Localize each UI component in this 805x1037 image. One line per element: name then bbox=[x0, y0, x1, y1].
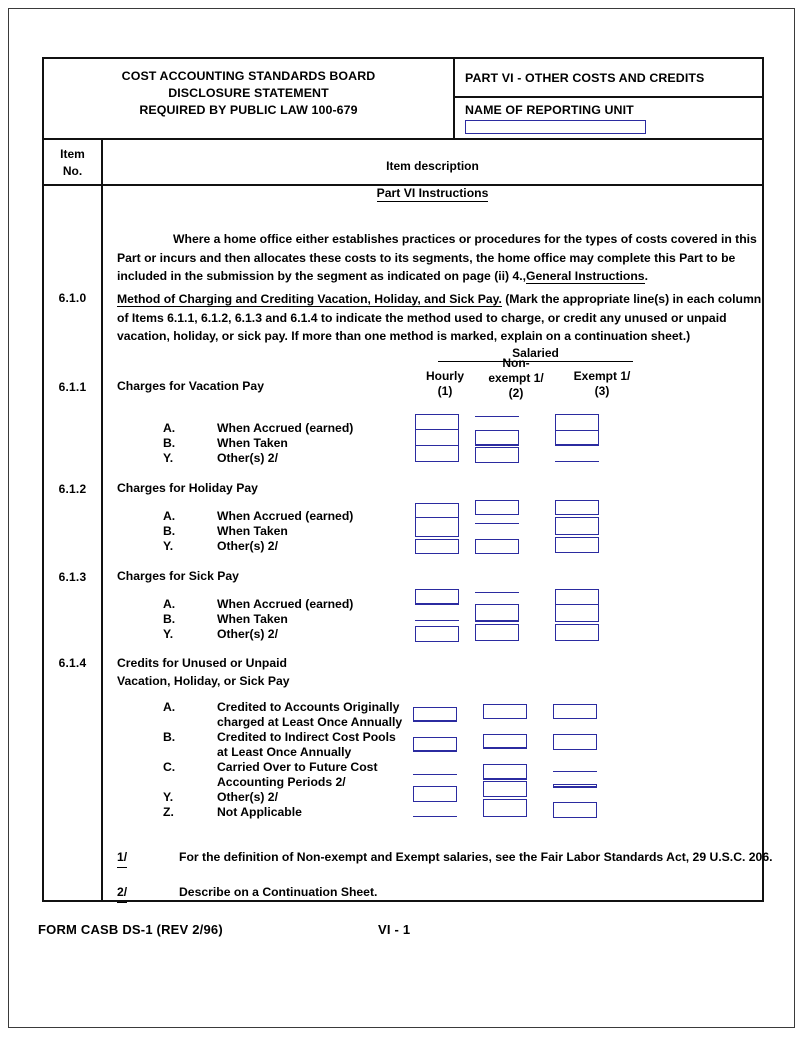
reporting-unit-block bbox=[455, 98, 762, 138]
mark-6-1-3-nonexempt-b[interactable] bbox=[475, 604, 519, 622]
column-header-exempt-line-2: (3) bbox=[594, 384, 610, 398]
item-no-header-line-2: No. bbox=[62, 163, 83, 178]
item-6-1-1-option-y-letter: Y. bbox=[163, 451, 174, 465]
mark-6-1-4-exempt-c[interactable] bbox=[553, 771, 597, 772]
item-6-1-2-option-a-text: When Accrued (earned) bbox=[217, 509, 354, 523]
item-6-1-2-option-y-letter: Y. bbox=[163, 539, 174, 553]
form-header bbox=[44, 59, 762, 140]
mark-6-1-2-exempt-a[interactable] bbox=[555, 500, 599, 515]
mark-6-1-4-hourly-y[interactable] bbox=[413, 786, 457, 802]
mark-6-1-3-exempt-a[interactable] bbox=[555, 589, 599, 605]
instructions-title bbox=[103, 186, 762, 200]
mark-6-1-4-nonexempt-c[interactable] bbox=[483, 764, 527, 780]
column-header-hourly-line-2: (1) bbox=[437, 384, 453, 398]
column-title-row bbox=[44, 140, 762, 186]
item-6-1-4-title bbox=[117, 655, 290, 690]
form-body bbox=[44, 186, 773, 900]
item-6-1-2-title: Charges for Holiday Pay bbox=[117, 481, 258, 495]
item-6-1-3-option-y-letter: Y. bbox=[163, 627, 174, 641]
mark-6-1-4-nonexempt-z[interactable] bbox=[483, 799, 527, 817]
item-6-1-4-option-y-text: Other(s) 2/ bbox=[217, 790, 278, 804]
item-number-6-1-2: 6.1.2 bbox=[58, 482, 87, 496]
instructions-paragraph-text: Where a home office either establishes practices or procedures for the types of costs covered in this Part or incurs and then allocates these costs to its segments, the home office may complete this Part to be included in the submission by the segment as indicated on page (ii) 4., bbox=[117, 232, 757, 284]
mark-6-1-2-nonexempt-b[interactable] bbox=[475, 523, 519, 524]
mark-6-1-2-hourly-b[interactable] bbox=[415, 517, 459, 537]
mark-6-1-3-nonexempt-y[interactable] bbox=[475, 624, 519, 641]
item-6-1-3-option-a-text: When Accrued (earned) bbox=[217, 597, 354, 611]
mark-6-1-4-exempt-b[interactable] bbox=[553, 734, 597, 750]
item-6-1-4-option-b-text: Credited to Indirect Cost Pools bbox=[217, 730, 396, 744]
column-header-hourly-line-1: Hourly bbox=[425, 369, 464, 383]
mark-6-1-4-nonexempt-y[interactable] bbox=[483, 781, 527, 797]
mark-6-1-2-nonexempt-a[interactable] bbox=[475, 500, 519, 515]
mark-6-1-2-exempt-b[interactable] bbox=[555, 517, 599, 535]
item-6-1-1-option-a-letter: A. bbox=[163, 421, 176, 435]
mark-6-1-1-hourly-b[interactable] bbox=[415, 429, 459, 446]
mark-6-1-1-nonexempt-y[interactable] bbox=[475, 447, 519, 463]
footnote-2-marker: 2/ bbox=[117, 884, 127, 903]
mark-6-1-1-hourly-y[interactable] bbox=[415, 445, 459, 462]
agency-title-line-1: COST ACCOUNTING STANDARDS BOARD bbox=[121, 69, 376, 83]
item-6-1-4-title-line-1: Credits for Unused or Unpaid bbox=[117, 656, 287, 670]
item-6-1-4-option-z-letter: Z. bbox=[163, 805, 174, 819]
mark-6-1-4-exempt-a[interactable] bbox=[553, 704, 597, 719]
item-6-1-3-option-b-letter: B. bbox=[163, 612, 176, 626]
header-right-block bbox=[455, 59, 762, 138]
item-description-column-header: Item description bbox=[386, 159, 479, 173]
form-table bbox=[42, 57, 773, 902]
item-6-1-2-option-y-text: Other(s) 2/ bbox=[217, 539, 278, 553]
item-number-6-1-1: 6.1.1 bbox=[58, 380, 87, 394]
item-6-1-4-option-a-letter: A. bbox=[163, 700, 176, 714]
column-header-nonexempt-line-3: (2) bbox=[508, 386, 524, 400]
item-6-1-4-option-z-text: Not Applicable bbox=[217, 805, 302, 819]
agency-title-line-3: REQUIRED BY PUBLIC LAW 100-679 bbox=[139, 103, 358, 118]
form-id-label: FORM CASB DS-1 (REV 2/96) bbox=[38, 922, 223, 937]
item-6-1-1-title: Charges for Vacation Pay bbox=[117, 379, 264, 393]
mark-6-1-1-exempt-a[interactable] bbox=[555, 414, 599, 431]
item-6-1-4-option-b-letter: B. bbox=[163, 730, 176, 744]
item-6-1-1-option-b-letter: B. bbox=[163, 436, 176, 450]
item-6-1-0-title: Method of Charging and Crediting Vacation, Holiday, and Sick Pay. bbox=[117, 292, 502, 306]
mark-6-1-3-hourly-y[interactable] bbox=[415, 626, 459, 642]
mark-6-1-4-nonexempt-a[interactable] bbox=[483, 704, 527, 719]
item-6-1-2-option-b-letter: B. bbox=[163, 524, 176, 538]
column-header-exempt-line-1: Exempt 1/ bbox=[573, 369, 631, 383]
mark-6-1-1-nonexempt-a[interactable] bbox=[475, 416, 519, 417]
mark-6-1-2-hourly-y[interactable] bbox=[415, 539, 459, 554]
item-6-1-3-title: Charges for Sick Pay bbox=[117, 569, 239, 583]
mark-6-1-3-hourly-b[interactable] bbox=[415, 620, 459, 621]
footnote-1-marker: 1/ bbox=[117, 849, 127, 868]
mark-6-1-4-hourly-a[interactable] bbox=[413, 707, 457, 722]
footnote-2 bbox=[117, 884, 762, 902]
footnote-1-text: For the definition of Non-exempt and Exempt salaries, see the Fair Labor Standards Act, 29 U.S.C. 206. bbox=[179, 850, 773, 864]
mark-6-1-3-exempt-y[interactable] bbox=[555, 624, 599, 641]
mark-6-1-1-exempt-b[interactable] bbox=[555, 430, 599, 446]
page-footer bbox=[38, 922, 538, 937]
mark-6-1-4-hourly-z[interactable] bbox=[413, 816, 457, 817]
item-number-6-1-0: 6.1.0 bbox=[58, 291, 87, 305]
item-6-1-4-title-line-2: Vacation, Holiday, or Sick Pay bbox=[117, 673, 290, 688]
instructions-paragraph-period: . bbox=[644, 269, 648, 284]
item-6-1-4-option-a-text: Credited to Accounts Originally bbox=[217, 700, 400, 714]
instructions-title-text: Part VI Instructions bbox=[376, 186, 489, 200]
item-number-6-1-4: 6.1.4 bbox=[58, 656, 87, 670]
mark-6-1-4-exempt-z[interactable] bbox=[553, 802, 597, 818]
mark-6-1-4-exempt-y[interactable] bbox=[553, 784, 597, 788]
item-6-1-3-option-y-text: Other(s) 2/ bbox=[217, 627, 278, 641]
column-header-nonexempt-line-2: exempt 1/ bbox=[488, 371, 544, 385]
mark-6-1-3-exempt-b[interactable] bbox=[555, 604, 599, 622]
agency-title-line-2: DISCLOSURE STATEMENT bbox=[168, 86, 329, 101]
mark-6-1-3-nonexempt-a[interactable] bbox=[475, 592, 519, 593]
mark-6-1-4-nonexempt-b[interactable] bbox=[483, 734, 527, 749]
footnote-1 bbox=[117, 849, 773, 885]
mark-6-1-1-hourly-a[interactable] bbox=[415, 414, 459, 430]
mark-6-1-4-hourly-b[interactable] bbox=[413, 737, 457, 752]
item-6-1-0-body: (Mark the appropriate line(s) in each column of Items 6.1.1, 6.1.2, 6.1.3 and 6.1.4 to indicate the method used to charge, or credit any unused or unpaid vacation, holiday, or sick pay. If more than one method is marked, explain on a continuation sheet.) bbox=[117, 292, 762, 344]
item-6-1-4-option-c-text2: Accounting Periods 2/ bbox=[217, 775, 346, 789]
column-header-nonexempt-line-1: Non- bbox=[502, 356, 530, 370]
reporting-unit-label: NAME OF REPORTING UNIT bbox=[465, 103, 634, 117]
item-6-1-2-option-b-text: When Taken bbox=[217, 524, 288, 538]
mark-6-1-2-exempt-y[interactable] bbox=[555, 537, 599, 553]
general-instructions-link: General Instructions bbox=[526, 269, 645, 284]
page-number-label: VI - 1 bbox=[378, 922, 411, 937]
item-6-1-3-option-a-letter: A. bbox=[163, 597, 176, 611]
item-6-1-4-option-y-letter: Y. bbox=[163, 790, 174, 804]
item-6-1-4-option-c-letter: C. bbox=[163, 760, 176, 774]
mark-6-1-1-exempt-y[interactable] bbox=[555, 461, 599, 462]
item-6-1-2-option-a-letter: A. bbox=[163, 509, 176, 523]
item-6-1-1-option-y-text: Other(s) 2/ bbox=[217, 451, 278, 465]
mark-6-1-4-hourly-c[interactable] bbox=[413, 774, 457, 775]
mark-6-1-1-nonexempt-b[interactable] bbox=[475, 430, 519, 446]
mark-6-1-3-hourly-a[interactable] bbox=[415, 589, 459, 605]
part-heading: PART VI - OTHER COSTS AND CREDITS bbox=[455, 59, 762, 98]
instructions-paragraph bbox=[117, 230, 762, 286]
item-6-1-1-option-a-text: When Accrued (earned) bbox=[217, 421, 354, 435]
item-no-column-header bbox=[44, 140, 103, 184]
item-6-1-1-option-b-text: When Taken bbox=[217, 436, 288, 450]
item-6-1-0-text bbox=[117, 290, 762, 346]
item-6-1-3-option-b-text: When Taken bbox=[217, 612, 288, 626]
item-6-1-4-option-b-text2: at Least Once Annually bbox=[217, 745, 352, 759]
item-no-header-line-1: Item bbox=[60, 147, 85, 161]
reporting-unit-input[interactable] bbox=[465, 120, 646, 134]
column-header-exempt bbox=[557, 369, 647, 399]
footnote-2-text: Describe on a Continuation Sheet. bbox=[179, 885, 378, 899]
mark-6-1-2-nonexempt-y[interactable] bbox=[475, 539, 519, 554]
item-6-1-4-option-c-text: Carried Over to Future Cost bbox=[217, 760, 378, 774]
item-description-column bbox=[103, 186, 773, 900]
item-6-1-4-option-a-text2: charged at Least Once Annually bbox=[217, 715, 403, 729]
agency-title-block bbox=[44, 59, 455, 138]
item-number-column bbox=[44, 186, 103, 900]
item-number-6-1-3: 6.1.3 bbox=[58, 570, 87, 584]
salaried-group-header: Salaried bbox=[438, 346, 633, 362]
mark-6-1-2-hourly-a[interactable] bbox=[415, 503, 459, 518]
column-header-nonexempt bbox=[470, 356, 562, 401]
